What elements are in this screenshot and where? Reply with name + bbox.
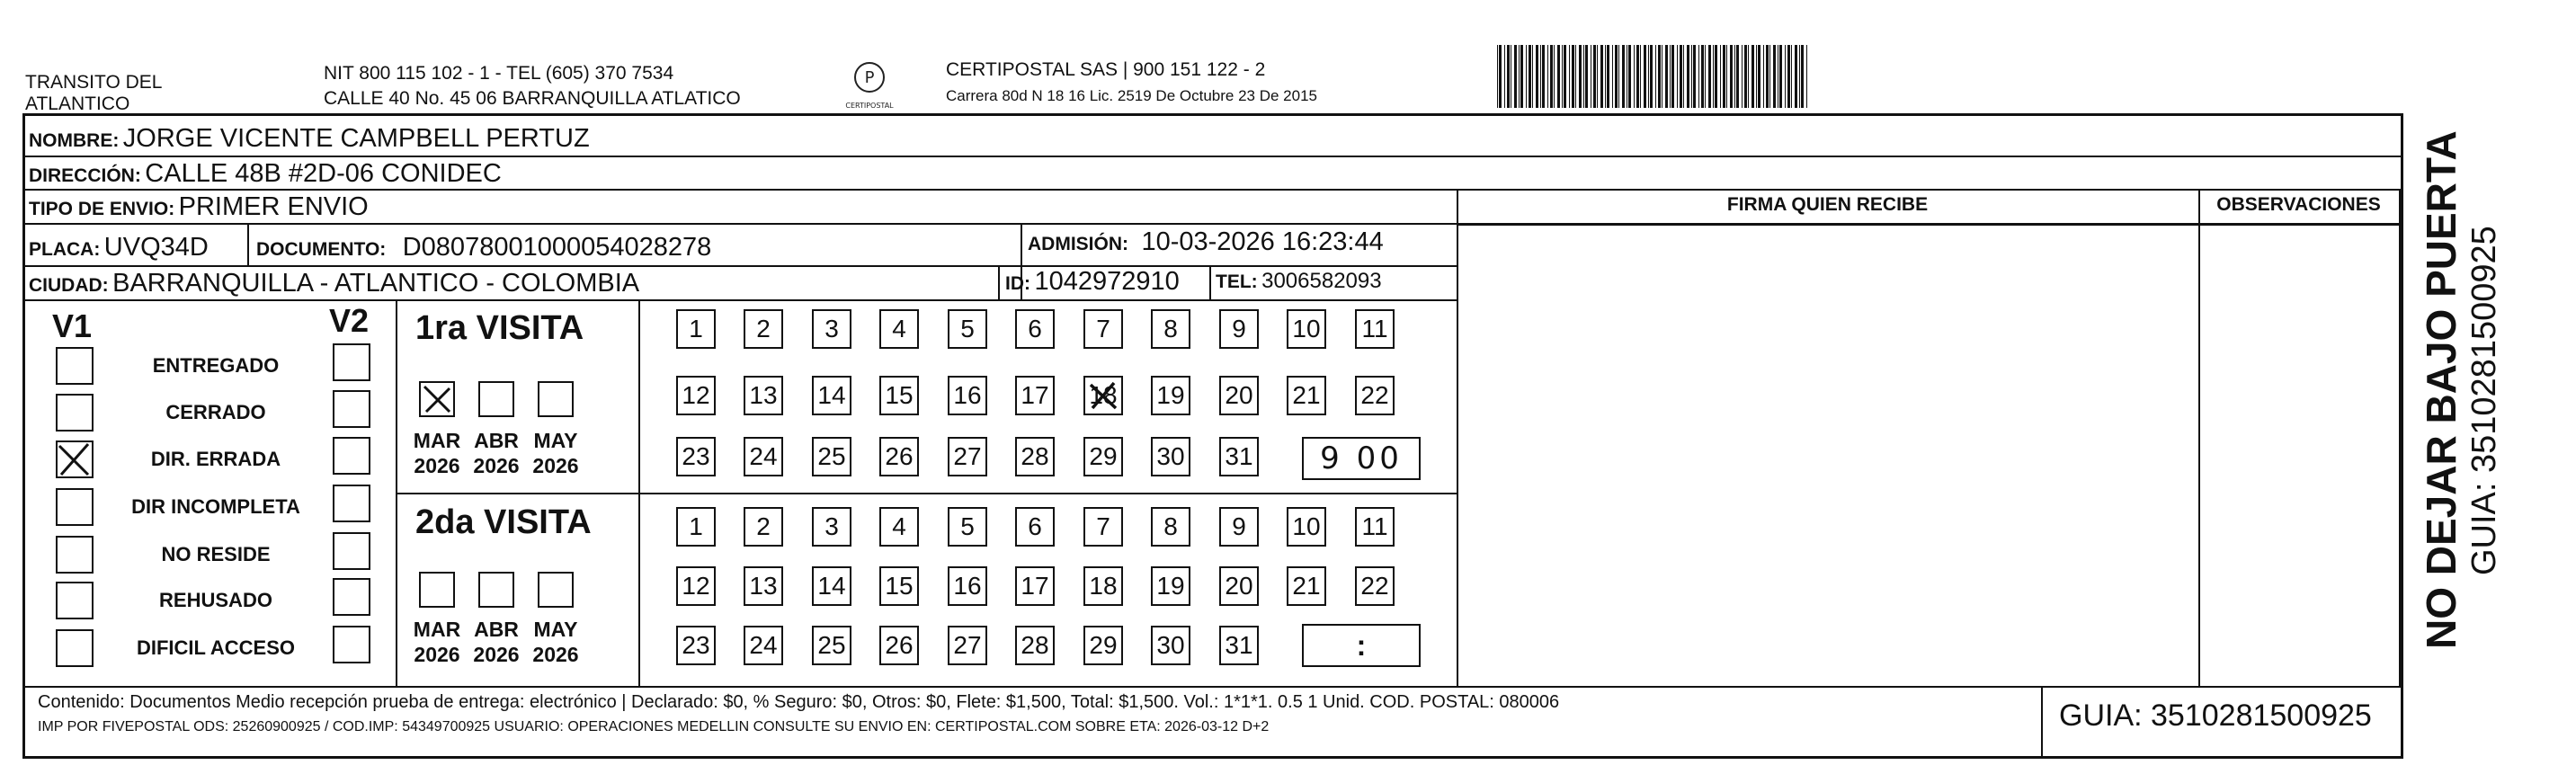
- barcode-bar: [1795, 45, 1797, 108]
- second-visit-day-box[interactable]: [1151, 566, 1190, 606]
- month-name: MAY: [533, 618, 578, 641]
- second-visit-day-box[interactable]: [676, 507, 716, 547]
- day-number: 29: [1089, 442, 1118, 470]
- first-visit-day-box[interactable]: [1015, 437, 1055, 476]
- barcode-bar: [1650, 45, 1653, 108]
- barcode-image: [1497, 45, 1812, 108]
- first-visit-day-box[interactable]: [676, 309, 716, 349]
- barcode-bar: [1779, 45, 1782, 108]
- sender-nit: NIT 800 115 102 - 1 - TEL (605) 370 7534: [324, 63, 674, 84]
- day-number: 9: [1232, 315, 1246, 343]
- day-number: 27: [953, 631, 982, 659]
- second-visit-day-box[interactable]: [1219, 566, 1259, 606]
- barcode-bar: [1736, 45, 1739, 108]
- second-visit-day-box[interactable]: [879, 566, 919, 606]
- second-visit-day-box[interactable]: [1015, 566, 1055, 606]
- day-number: 21: [1292, 572, 1321, 600]
- second-visit-day-box[interactable]: [1219, 626, 1259, 665]
- tel-field: [1216, 266, 1382, 299]
- second-visit-month-checkbox[interactable]: [538, 572, 574, 608]
- day-number: 28: [1021, 631, 1049, 659]
- barcode-bar: [1715, 45, 1717, 108]
- first-visit-day-box[interactable]: [1219, 309, 1259, 349]
- day-number: 15: [885, 381, 914, 409]
- month-year: 2026: [414, 454, 460, 477]
- day-number: 7: [1096, 315, 1110, 343]
- day-number: 1: [689, 315, 703, 343]
- day-number: 5: [960, 512, 975, 540]
- barcode-bar: [1540, 45, 1541, 108]
- day-number: 6: [1028, 315, 1042, 343]
- ciudad-field: [29, 268, 639, 303]
- status-label: ENTREGADO: [152, 354, 280, 377]
- barcode-bar: [1748, 45, 1749, 108]
- day-number: 18: [1089, 572, 1118, 600]
- day-number: 8: [1163, 315, 1178, 343]
- second-visit-day-box[interactable]: [744, 507, 783, 547]
- day-number: 31: [1225, 631, 1253, 659]
- first-visit-day-box[interactable]: [1015, 309, 1055, 349]
- first-visit-day-box[interactable]: [1083, 376, 1123, 415]
- direccion-value: CALLE 48B #2D-06 CONIDEC: [145, 159, 502, 188]
- day-number: 12: [682, 572, 710, 600]
- barcode-bar: [1575, 45, 1576, 108]
- barcode-bar: [1536, 45, 1538, 108]
- barcode-bar: [1787, 45, 1790, 108]
- tel-label: TEL:: [1216, 271, 1258, 292]
- barcode-bar: [1554, 45, 1555, 108]
- month-year: 2026: [473, 454, 520, 477]
- barcode-bar: [1726, 45, 1727, 108]
- barcode-bar: [1665, 45, 1668, 108]
- day-number: 2: [756, 315, 771, 343]
- day-number: 19: [1156, 572, 1185, 600]
- first-visit-day-box[interactable]: [1151, 309, 1190, 349]
- day-number: 9: [1232, 512, 1246, 540]
- second-visit-time-colon: :: [1356, 628, 1367, 662]
- barcode-bar: [1562, 45, 1563, 108]
- day-number: 12: [682, 381, 710, 409]
- barcode-bar: [1698, 45, 1699, 108]
- x-mark-icon: [1085, 378, 1121, 414]
- day-number: 14: [817, 572, 846, 600]
- first-visit-day-box[interactable]: [1355, 309, 1395, 349]
- direccion-label: DIRECCIÓN:: [29, 165, 141, 186]
- barcode-bar: [1497, 45, 1498, 108]
- barcode-bar: [1644, 45, 1646, 108]
- month-year: 2026: [414, 643, 460, 666]
- nombre-value: JORGE VICENTE CAMPBELL PERTUZ: [122, 124, 590, 153]
- barcode-bar: [1547, 45, 1548, 108]
- month-year: 2026: [473, 643, 520, 666]
- day-number: 10: [1292, 315, 1321, 343]
- x-mark-icon: [421, 383, 453, 415]
- id-field: [1005, 266, 1180, 301]
- second-visit-day-box[interactable]: [1355, 507, 1395, 547]
- day-number: 11: [1361, 315, 1388, 343]
- day-number: 22: [1360, 381, 1389, 409]
- barcode-bar: [1579, 45, 1582, 108]
- v2-checkbox[interactable]: [333, 343, 370, 381]
- month-year: 2026: [532, 454, 579, 477]
- barcode-bar: [1785, 45, 1786, 108]
- month-year: 2026: [532, 643, 579, 666]
- barcode-bar: [1723, 45, 1725, 108]
- day-number: 4: [892, 315, 906, 343]
- svg-text:P: P: [864, 68, 875, 87]
- footer-content: Contenido: Documentos Medio recepción prueba de entrega: electrónico | Declarado: $0, % Seguro: $0, Otros: $0, Flete: $1,500, Total: $1,500. Vol.: 1*1*1. 0.5 1 Unid. COD. POSTAL: 080006: [38, 692, 1560, 712]
- documento-value: D08078001000054028278: [402, 233, 712, 262]
- second-visit-day-box[interactable]: [812, 507, 851, 547]
- month-name: MAR: [413, 429, 461, 452]
- v2-checkbox[interactable]: [333, 626, 370, 663]
- barcode-bar: [1658, 45, 1661, 108]
- day-number: 19: [1156, 381, 1185, 409]
- first-visit-day-box[interactable]: [879, 309, 919, 349]
- second-visit-day-box[interactable]: [948, 626, 987, 665]
- day-number: 6: [1028, 512, 1042, 540]
- first-visit-day-box[interactable]: [1151, 437, 1190, 476]
- day-number: 28: [1021, 442, 1049, 470]
- barcode-bar: [1607, 45, 1609, 108]
- second-visit-day-box[interactable]: [676, 626, 716, 665]
- status-label: DIR. ERRADA: [150, 448, 281, 470]
- barcode-bar: [1605, 45, 1606, 108]
- barcode-bar: [1671, 45, 1674, 108]
- barcode-bar: [1708, 45, 1711, 108]
- barcode-bar: [1705, 45, 1706, 108]
- v2-checkbox[interactable]: [333, 485, 370, 522]
- first-visit-day-box[interactable]: [1151, 376, 1190, 415]
- first-visit-day-box[interactable]: [812, 376, 851, 415]
- barcode-bar: [1791, 45, 1792, 108]
- v2-checkbox[interactable]: [333, 578, 370, 616]
- second-visit-title: 2da VISITA: [415, 503, 592, 541]
- second-visit-day-box[interactable]: [812, 626, 851, 665]
- status-label: REHUSADO: [159, 589, 272, 611]
- day-number: 30: [1156, 631, 1185, 659]
- barcode-bar: [1687, 45, 1689, 108]
- day-number: 23: [682, 442, 710, 470]
- barcode-bar: [1752, 45, 1754, 108]
- barcode-bar: [1628, 45, 1631, 108]
- day-number: 5: [960, 315, 975, 343]
- day-number: 29: [1089, 631, 1118, 659]
- first-visit-day-box[interactable]: [1015, 376, 1055, 415]
- day-number: 10: [1292, 512, 1321, 540]
- first-visit-day-box[interactable]: [744, 437, 783, 476]
- status-label: DIR INCOMPLETA: [131, 495, 300, 518]
- barcode-bar: [1557, 45, 1560, 108]
- first-visit-day-box[interactable]: [744, 309, 783, 349]
- first-visit-day-box[interactable]: [948, 309, 987, 349]
- second-visit-day-box[interactable]: [1287, 566, 1326, 606]
- courier-license: Carrera 80d N 18 16 Lic. 2519 De Octubre 23 De 2015: [946, 87, 1317, 104]
- nombre-row: [29, 123, 590, 158]
- second-visit-day-box[interactable]: [812, 566, 851, 606]
- barcode-bar: [1514, 45, 1517, 108]
- day-number: 21: [1292, 381, 1321, 409]
- status-label: DIFICIL ACCESO: [136, 636, 295, 659]
- first-visit-day-box[interactable]: [812, 309, 851, 349]
- day-number: 11: [1361, 512, 1388, 540]
- day-number: 20: [1225, 381, 1253, 409]
- day-number: 18: [1089, 381, 1118, 409]
- barcode-bar: [1701, 45, 1704, 108]
- first-visit-day-box[interactable]: [676, 437, 716, 476]
- day-number: 31: [1225, 442, 1253, 470]
- placa-value: UVQ34D: [103, 233, 209, 262]
- first-visit-day-box[interactable]: [1083, 437, 1123, 476]
- day-number: 1: [689, 512, 703, 540]
- placa-field: [29, 232, 209, 267]
- first-visit-day-box[interactable]: [676, 376, 716, 415]
- first-visit-time-handwritten: 9 00: [1320, 440, 1403, 476]
- barcode-bar: [1550, 45, 1553, 108]
- second-visit-day-box[interactable]: [879, 507, 919, 547]
- barcode-bar: [1801, 45, 1804, 108]
- barcode-bar: [1742, 45, 1743, 108]
- first-visit-month-checkbox[interactable]: [478, 381, 514, 417]
- barcode-bar: [1773, 45, 1776, 108]
- barcode-bar: [1585, 45, 1588, 108]
- barcode-bar: [1542, 45, 1545, 108]
- day-number: 24: [749, 631, 778, 659]
- barcode-bar: [1569, 45, 1570, 108]
- month-name: MAY: [533, 429, 578, 452]
- day-number: 13: [749, 572, 778, 600]
- barcode-bar: [1756, 45, 1757, 108]
- observaciones-header: OBSERVACIONES: [2216, 194, 2381, 215]
- barcode-bar: [1763, 45, 1764, 108]
- first-visit-day-box[interactable]: [1355, 376, 1395, 415]
- status-label: NO RESIDE: [161, 543, 271, 565]
- status-label: CERRADO: [165, 401, 266, 423]
- barcode-bar: [1564, 45, 1566, 108]
- first-visit-time-box[interactable]: [1302, 437, 1421, 480]
- first-visit-day-box[interactable]: [744, 376, 783, 415]
- barcode-bar: [1670, 45, 1671, 108]
- day-number: 23: [682, 631, 710, 659]
- courier-logo: [838, 61, 901, 113]
- first-visit-day-box[interactable]: [879, 376, 919, 415]
- v2-checkbox[interactable]: [333, 437, 370, 475]
- day-number: 24: [749, 442, 778, 470]
- barcode-bar: [1615, 45, 1618, 108]
- second-visit-day-box[interactable]: [1287, 507, 1326, 547]
- barcode-bar: [1634, 45, 1635, 108]
- second-visit-day-box[interactable]: [1151, 626, 1190, 665]
- side-guia: GUIA: 3510281500925: [2465, 226, 2503, 575]
- barcode-bar: [1744, 45, 1747, 108]
- barcode-bar: [1640, 45, 1641, 108]
- documento-label: DOCUMENTO:: [256, 239, 387, 260]
- day-number: 26: [885, 442, 914, 470]
- barcode-bar: [1532, 45, 1533, 108]
- day-number: 22: [1360, 572, 1389, 600]
- first-visit-month-label: [465, 428, 528, 478]
- day-number: 7: [1096, 512, 1110, 540]
- id-label: ID:: [1005, 273, 1030, 294]
- tipo-label: TIPO DE ENVIO:: [29, 199, 175, 219]
- day-number: 16: [953, 381, 982, 409]
- footer-guia: GUIA: 3510281500925: [2059, 698, 2372, 733]
- first-visit-day-box[interactable]: [879, 437, 919, 476]
- day-number: 2: [756, 512, 771, 540]
- ciudad-value: BARRANQUILLA - ATLANTICO - COLOMBIA: [112, 269, 640, 298]
- barcode-bar: [1683, 45, 1684, 108]
- month-name: ABR: [474, 429, 519, 452]
- v2-checkbox[interactable]: [333, 532, 370, 570]
- barcode-bar: [1799, 45, 1800, 108]
- day-number: 13: [749, 381, 778, 409]
- sender-name-line2: ATLANTICO: [25, 93, 130, 114]
- barcode-bar: [1691, 45, 1692, 108]
- sender-name: [25, 72, 162, 115]
- day-number: 25: [817, 442, 846, 470]
- day-number: 30: [1156, 442, 1185, 470]
- barcode-bar: [1572, 45, 1574, 108]
- v2-header: V2: [329, 302, 370, 339]
- ciudad-label: CIUDAD:: [29, 275, 109, 296]
- first-visit-month-checkbox[interactable]: [419, 381, 455, 417]
- barcode-bar: [1618, 45, 1619, 108]
- first-visit-month-label: [406, 428, 468, 478]
- second-visit-day-box[interactable]: [1219, 507, 1259, 547]
- day-number: 17: [1021, 381, 1049, 409]
- day-number: 14: [817, 381, 846, 409]
- v2-checkbox[interactable]: [333, 390, 370, 428]
- barcode-bar: [1583, 45, 1584, 108]
- second-visit-day-box[interactable]: [1015, 507, 1055, 547]
- tipo-value: PRIMER ENVIO: [178, 192, 369, 221]
- nombre-label: NOMBRE:: [29, 130, 120, 151]
- first-visit-month-label: [524, 428, 587, 478]
- day-number: 3: [824, 512, 839, 540]
- first-visit-day-box[interactable]: [948, 376, 987, 415]
- barcode-bar: [1677, 45, 1678, 108]
- second-visit-day-box[interactable]: [879, 626, 919, 665]
- day-number: 3: [824, 315, 839, 343]
- second-visit-day-box[interactable]: [1355, 566, 1395, 606]
- firma-header: FIRMA QUIEN RECIBE: [1726, 194, 1929, 215]
- courier-logo-text: CERTIPOSTAL: [845, 102, 894, 110]
- second-visit-day-box[interactable]: [676, 566, 716, 606]
- first-visit-day-box[interactable]: [1083, 309, 1123, 349]
- barcode-bar: [1519, 45, 1520, 108]
- day-number: 15: [885, 572, 914, 600]
- barcode-bar: [1720, 45, 1721, 108]
- second-visit-day-box[interactable]: [1083, 566, 1123, 606]
- month-name: ABR: [474, 618, 519, 641]
- barcode-bar: [1693, 45, 1696, 108]
- admision-value: 10-03-2026 16:23:44: [1141, 227, 1384, 256]
- barcode-bar: [1600, 45, 1603, 108]
- first-visit-day-box[interactable]: [948, 437, 987, 476]
- courier-name: CERTIPOSTAL SAS | 900 151 122 - 2: [946, 59, 1266, 80]
- second-visit-day-box[interactable]: [948, 566, 987, 606]
- second-visit-day-box[interactable]: [744, 566, 783, 606]
- barcode-bar: [1766, 45, 1769, 108]
- second-visit-day-box[interactable]: [1083, 507, 1123, 547]
- barcode-bar: [1507, 45, 1510, 108]
- barcode-bar: [1520, 45, 1523, 108]
- second-visit-month-label: [465, 617, 528, 667]
- barcode-bar: [1680, 45, 1682, 108]
- barcode-bar: [1769, 45, 1770, 108]
- sender-name-line1: TRANSITO DEL: [25, 72, 163, 93]
- second-visit-day-box[interactable]: [1151, 507, 1190, 547]
- barcode-bar: [1636, 45, 1639, 108]
- first-visit-day-box[interactable]: [1219, 437, 1259, 476]
- placa-label: PLACA:: [29, 239, 101, 260]
- barcode-bar: [1758, 45, 1760, 108]
- first-visit-day-box[interactable]: [1287, 376, 1326, 415]
- barcode-bar: [1806, 45, 1807, 108]
- barcode-bar: [1713, 45, 1714, 108]
- side-warning: NO DEJAR BAJO PUERTA: [2418, 130, 2465, 649]
- first-visit-title: 1ra VISITA: [415, 309, 584, 347]
- second-visit-day-box[interactable]: [1015, 626, 1055, 665]
- barcode-bar: [1648, 45, 1649, 108]
- first-visit-day-box[interactable]: [1219, 376, 1259, 415]
- barcode-bar: [1730, 45, 1733, 108]
- second-visit-day-box[interactable]: [948, 507, 987, 547]
- direccion-row: [29, 158, 502, 193]
- id-value: 1042972910: [1034, 267, 1180, 296]
- tel-value: 3006582093: [1261, 269, 1382, 293]
- tipo-row: [29, 191, 369, 227]
- v1-header: V1: [52, 307, 93, 344]
- first-visit-day-box[interactable]: [812, 437, 851, 476]
- day-number: 17: [1021, 572, 1049, 600]
- barcode-bar: [1529, 45, 1531, 108]
- second-visit-time-box[interactable]: [1302, 624, 1421, 667]
- second-visit-month-checkbox[interactable]: [419, 572, 455, 608]
- day-number: 8: [1163, 512, 1178, 540]
- barcode-bar: [1526, 45, 1527, 108]
- day-number: 16: [953, 572, 982, 600]
- second-visit-day-box[interactable]: [1083, 626, 1123, 665]
- day-number: 27: [953, 442, 982, 470]
- admision-label: ADMISIÓN:: [1028, 234, 1128, 254]
- admision-field: [1028, 227, 1384, 262]
- second-visit-month-label: [524, 617, 587, 667]
- barcode-bar: [1593, 45, 1596, 108]
- footer-imp: IMP POR FIVEPOSTAL ODS: 25260900925 / COD.IMP: 54349700925 USUARIO: OPERACIONES MEDELLIN CONSULTE SU ENVIO EN: CERTIPOSTAL.COM SOBRE ETA: 2026-03-12 D+2: [38, 719, 1270, 734]
- first-visit-day-box[interactable]: [1287, 309, 1326, 349]
- day-number: 26: [885, 631, 914, 659]
- barcode-bar: [1734, 45, 1735, 108]
- month-name: MAR: [413, 618, 461, 641]
- second-visit-day-box[interactable]: [744, 626, 783, 665]
- second-visit-month-label: [406, 617, 468, 667]
- sender-address: CALLE 40 No. 45 06 BARRANQUILLA ATLATICO: [324, 88, 741, 109]
- first-visit-month-checkbox[interactable]: [538, 381, 574, 417]
- day-number: 25: [817, 631, 846, 659]
- barcode-bar: [1499, 45, 1502, 108]
- barcode-bar: [1504, 45, 1505, 108]
- second-visit-month-checkbox[interactable]: [478, 572, 514, 608]
- day-number: 20: [1225, 572, 1253, 600]
- barcode-bar: [1622, 45, 1625, 108]
- barcode-bar: [1612, 45, 1613, 108]
- documento-field: [256, 232, 711, 267]
- day-number: 4: [892, 512, 906, 540]
- barcode-bar: [1597, 45, 1598, 108]
- barcode-bar: [1655, 45, 1656, 108]
